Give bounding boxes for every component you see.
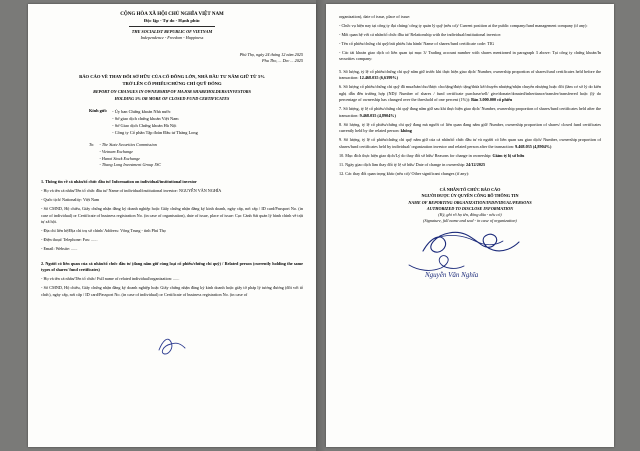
item-12-text: Các thay đổi quan trọng khác (nếu có)/ Other significant changes (if any): bbox=[345, 170, 470, 176]
item-10 bbox=[339, 153, 601, 160]
item-7-number: 7. bbox=[339, 106, 343, 111]
recipient-item: - Ủy ban Chứng khoán Nhà nước bbox=[112, 109, 171, 114]
item-12-number: 12. bbox=[339, 170, 345, 176]
item-8-text: Số lượng, tỷ lệ cổ phiếu/chứng chỉ quỹ đang mà người có liên quan đang nắm giữ/ Number, ownership proportion of shares/ closed fund certificates currently held by the related person: bbox=[339, 121, 602, 133]
document-page-left bbox=[28, 4, 316, 447]
item-12 bbox=[339, 171, 601, 178]
section-1-line: - Số CMND, Hộ chiếu, Giấy chứng nhận đăng ký doanh nghiệp hoặc Giấy chứng nhận đăng ký kinh doanh, ngày cấp, nơi cấp / ID card/Passport No. (in case of individual) or Certificate of business registration No. (in case of organisation), date of issue, place of issue: Cục Cảnh Sát quản lý hành chính về trật tự xã hội. bbox=[41, 206, 303, 225]
item-7-value: 9.468.035 (4,8904%) bbox=[359, 112, 396, 118]
place-date: Phú Thọ, ngày 24 tháng 12 năm 2025 bbox=[239, 51, 303, 57]
item-6-value: Bán 3.000.000 cổ phiếu bbox=[471, 97, 513, 102]
signature-line-1: CÁ NHÂN/TỔ CHỨC BÁO CÁO bbox=[439, 187, 501, 192]
signature-icon bbox=[339, 225, 601, 281]
recipients-en bbox=[41, 142, 303, 169]
item-6 bbox=[339, 84, 601, 104]
section-2-heading: 2. Người có liên quan của cá nhân/tổ chức đầu tư (đang nắm giữ cùng loại cổ phiếu/chứng chỉ quỹ) / Related person (currently holding the same types of shares/ fund certificates) bbox=[41, 260, 303, 273]
item-9 bbox=[339, 137, 601, 150]
signature-name: Nguyễn Văn Nghĩa bbox=[425, 270, 479, 279]
recipients-label-en: To: bbox=[89, 142, 95, 148]
item-10-value: Giảm tỷ lệ sở hữu bbox=[492, 152, 525, 158]
section-related-person bbox=[41, 261, 303, 299]
item-11-value: 24/12/2025 bbox=[466, 161, 486, 167]
report-title-en-line1: REPORT ON CHANGES IN OWNERSHIP OF MAJOR SHAREHOLDERS/INVESTORS bbox=[93, 89, 251, 95]
signature-line-4: AUTHORIZED TO DISCLOSE INFORMATION bbox=[426, 205, 514, 211]
recipient-item-en: - The State Securities Commission bbox=[99, 142, 157, 148]
signature-line-5: (Ký, ghi rõ họ tên, đóng dấu - nếu có) bbox=[438, 212, 502, 218]
section-1-line: - Điện thoại/ Telephone: Fax: ...... bbox=[41, 237, 98, 243]
right-line: - Chức vụ hiện nay tại công ty đại chúng/ công ty quản lý quỹ (nếu có)/ Current position at the public company/fund management company (if any): bbox=[339, 22, 588, 28]
section-investor-info bbox=[41, 179, 303, 253]
item-10-number: 10. bbox=[339, 152, 345, 158]
national-motto: Độc lập - Tự do - Hạnh phúc bbox=[143, 18, 201, 24]
item-8 bbox=[339, 122, 601, 135]
report-title-vi-line1: BÁO CÁO VỀ THAY ĐỔI SỞ HỮU CỦA CỔ ĐÔNG LỚN, NHÀ ĐẦU TƯ NẮM GIỮ TỪ 5% bbox=[79, 74, 265, 80]
national-country-en: THE SOCIALIST REPUBLIC OF VIETNAM bbox=[131, 28, 213, 34]
recipients-label-vi: Kính gửi: bbox=[89, 108, 108, 113]
right-line: - Mối quan hệ với cá nhân/tổ chức đầu tư/ Relationship with the individual/institutional investor: bbox=[339, 31, 502, 37]
item-7 bbox=[339, 106, 601, 119]
report-title-vi-line2: TRỞ LÊN CỔ PHIẾU/CHỨNG CHỈ QUỸ ĐÓNG bbox=[122, 80, 222, 86]
item-8-value: không bbox=[400, 128, 412, 133]
right-line: - Các tài khoản giao dịch có liên quan tại mục 3/ Trading account number with shares mentioned in paragraph 3 above: Tại công ty chứng khoán/In securities company: bbox=[339, 49, 601, 61]
item-6-text: Số lượng cổ phiếu/chứng chỉ quỹ đã mua/bán/cho/được cho/tặng/được tặng/thừa kế/chuyển nhượng/nhận chuyển nhượng hoặc đối (làm cơ sở lý do kiến nghị dẫn đến trường hợp (ND)/ Number of shares / fund certificate purchase/sell/ give/donate/donated/inheritance/transfer/transferred hoặc (lý do percentage of ownership has changed over the threshold of one percent (1%)): bbox=[339, 84, 602, 102]
recipient-item-en: - Hanoi Stock Exchange bbox=[99, 155, 141, 161]
section-1-line: - Địa chỉ liên hệ/Địa chỉ trụ sở chính/ Address: Vông Trung - tỉnh Phú Thọ bbox=[41, 228, 166, 234]
item-7-text: Số lượng, tỷ lệ cổ phiếu/chứng chỉ quỹ đang nắm giữ sau khi thực hiện giao dịch/ Number, ownership proportion of shares/fund certificates held after the transaction: bbox=[339, 106, 601, 118]
numbered-items bbox=[339, 69, 601, 178]
item-5 bbox=[339, 69, 601, 82]
item-8-number: 8. bbox=[339, 121, 343, 127]
recipient-item-en: - Thang Long Investment Group JSC bbox=[99, 162, 162, 168]
recipient-item-en: - Vietnam Exchange bbox=[99, 148, 134, 154]
signature-line-3: NAME OF REPORTING ORGANIZATION/INDIVIDUAL/PERSONS bbox=[408, 199, 532, 205]
item-10-text: Mục đích thực hiện giao dịch/Lý do thay đổi sở hữu/ Reasons for change in ownership: bbox=[345, 152, 492, 158]
section-1-heading: 1. Thông tin về cá nhân/tổ chức đầu tư/ Information on individual/institutional investor bbox=[41, 179, 197, 185]
continuation-line: organization), date of issue, place of issue: bbox=[339, 13, 411, 19]
signature-line-2: NGƯỜI ĐƯỢC ỦY QUYỀN CÔNG BỐ THÔNG TIN bbox=[421, 193, 519, 199]
place-date-en: Phu Tho, ... Dec ... 2025 bbox=[262, 57, 303, 63]
section-2-line: - Họ và tên cá nhân/Tên tổ chức/ Full name of related individual/organization: ...... bbox=[41, 276, 180, 282]
right-line: - Tên cổ phiếu/chứng chỉ quỹ/trái phiếu lưu hành/ Name of shares/fund certificate code: TIG bbox=[339, 40, 495, 46]
item-5-number: 5. bbox=[339, 68, 343, 74]
item-6-number: 6. bbox=[339, 84, 343, 89]
page-fold-shadow bbox=[316, 0, 326, 451]
left-page-margin-mark bbox=[41, 300, 303, 386]
section-1-line: - Quốc tịch/ Nationality: Việt Nam bbox=[41, 197, 100, 203]
national-motto-en: Independence - Freedom - Happiness bbox=[140, 35, 204, 41]
item-11 bbox=[339, 162, 601, 169]
item-5-value: 12.468.035 (6,6399%) bbox=[359, 75, 398, 80]
report-title-en-line2: HOLDING 5% OR MORE OF CLOSED FUND CERTIFICATES bbox=[114, 95, 230, 101]
recipients-vi bbox=[41, 108, 303, 136]
item-9-number: 9. bbox=[339, 137, 343, 142]
item-11-text: Ngày giao dịch làm thay đổi tỷ lệ sở hữu/ Date of change in ownership: bbox=[345, 161, 465, 167]
recipient-item: - Sở Giao dịch Chứng khoán Hà Nội bbox=[112, 123, 177, 129]
section-2-line: - Số CMND, Hộ chiếu, Giấy chứng nhận đăng ký doanh nghiệp hoặc Giấy chứng nhận đăng ký kinh doanh hoặc giấy tờ pháp lý tương đương (đối với tổ chức), ngày cấp, nơi cấp / ID card/Passport No. (in case of individual) or Certificate of business registration No. (in case of bbox=[41, 285, 303, 297]
recipient-item: - Công ty Cổ phần Tập đoàn Đầu tư Thăng Long bbox=[112, 130, 198, 136]
item-11-number: 11. bbox=[339, 161, 345, 167]
header-divider bbox=[129, 26, 215, 27]
margin-scribble-icon bbox=[41, 300, 301, 386]
recipient-item: - Sở giao dịch chứng khoán Việt Nam bbox=[112, 116, 179, 122]
section-1-line: - Email: Website: ...... bbox=[41, 246, 78, 252]
document-page-right bbox=[326, 4, 614, 447]
handwritten-signature-area bbox=[339, 225, 601, 281]
signature-line-6: (Signature, full name and seal - in case of organization) bbox=[423, 218, 517, 224]
signature-block bbox=[339, 187, 601, 225]
national-country: CỘNG HÒA XÃ HỘI CHỦ NGHĨA VIỆT NAM bbox=[120, 12, 224, 17]
item-5-text: Số lượng, tỷ lệ cổ phiếu/chứng chỉ quỹ nắm giữ trước khi thực hiện giao dịch/ Number, ownership proportion of shares/fund certificates held before the transaction: bbox=[339, 68, 602, 80]
item-9-text: Số lượng, tỷ lệ cổ phiếu/chứng chỉ quỹ nắm giữ của cá nhân/tổ chức đầu tư và người có liên quan sau giao dịch/ Number, ownership proportion of shares/fund certificates held by individual/ organization investor and related person after the transaction: bbox=[339, 137, 602, 149]
item-9-value: 9.468.035 (4,8904%) bbox=[515, 143, 552, 149]
section-1-line: - Họ và tên cá nhân/Tên tổ chức đầu tư/ Name of individual/institutional investor: NGUYỄN VĂN NGHĨA bbox=[41, 188, 222, 194]
